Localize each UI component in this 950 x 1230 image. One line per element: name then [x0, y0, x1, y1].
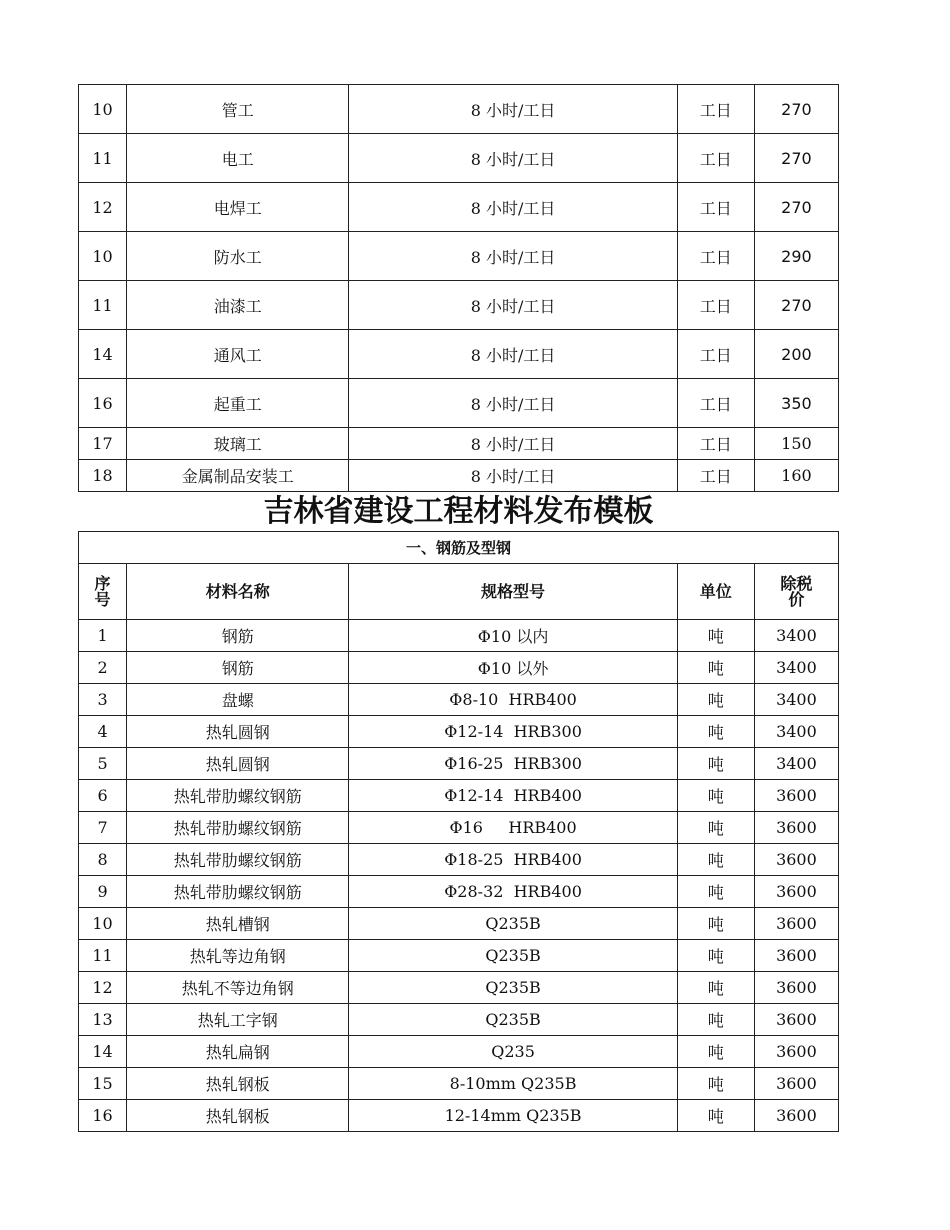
- price: 3600: [754, 1068, 838, 1100]
- unit: 吨: [677, 940, 754, 972]
- material-name: 钢筋: [127, 620, 349, 652]
- page-title: 吉林省建设工程材料发布模板: [263, 494, 654, 529]
- work-type: 玻璃工: [127, 428, 349, 460]
- unit: 工日: [677, 428, 754, 460]
- material-name: 钢筋: [127, 652, 349, 684]
- row-number: 6: [79, 780, 127, 812]
- row-number: 5: [79, 748, 127, 780]
- unit: 吨: [677, 748, 754, 780]
- table-row: [79, 876, 839, 908]
- unit: 工日: [677, 281, 754, 330]
- header-unit: 单位: [677, 564, 754, 620]
- spec: 8 小时/工日: [349, 183, 677, 232]
- price: 3600: [754, 940, 838, 972]
- work-type: 电焊工: [127, 183, 349, 232]
- row-number: 16: [79, 1100, 127, 1132]
- price: 3600: [754, 1004, 838, 1036]
- row-number: 8: [79, 844, 127, 876]
- table-row: [79, 1004, 839, 1036]
- unit: 工日: [677, 460, 754, 492]
- table-row: [79, 684, 839, 716]
- spec: 8 小时/工日: [349, 232, 677, 281]
- material-name: 热轧带肋螺纹钢筋: [127, 876, 349, 908]
- row-number: 14: [79, 330, 127, 379]
- table-row: [79, 620, 839, 652]
- material-name: 热轧圆钢: [127, 716, 349, 748]
- unit: 吨: [677, 780, 754, 812]
- price: 270: [754, 134, 838, 183]
- work-type: 管工: [127, 85, 349, 134]
- unit: 吨: [677, 1100, 754, 1132]
- row-number: 11: [79, 281, 127, 330]
- work-type: 油漆工: [127, 281, 349, 330]
- header-name: 材料名称: [127, 564, 349, 620]
- table-row: [79, 1036, 839, 1068]
- row-number: 14: [79, 1036, 127, 1068]
- spec: Q235B: [349, 972, 677, 1004]
- table-row: [79, 232, 839, 281]
- table-row: [79, 940, 839, 972]
- row-number: 12: [79, 972, 127, 1004]
- price: 3400: [754, 748, 838, 780]
- table-row: [79, 281, 839, 330]
- table-row: [79, 652, 839, 684]
- material-name: 热轧不等边角钢: [127, 972, 349, 1004]
- spec: 12-14mm Q235B: [349, 1100, 677, 1132]
- spec: 8 小时/工日: [349, 428, 677, 460]
- unit: 吨: [677, 620, 754, 652]
- table-row: [79, 908, 839, 940]
- price: 3600: [754, 1100, 838, 1132]
- table-row: [79, 844, 839, 876]
- price: 3600: [754, 780, 838, 812]
- row-number: 11: [79, 940, 127, 972]
- price: 270: [754, 183, 838, 232]
- price: 200: [754, 330, 838, 379]
- table-row: [79, 428, 839, 460]
- price: 270: [754, 281, 838, 330]
- price: 3400: [754, 716, 838, 748]
- price: 3600: [754, 908, 838, 940]
- table-row: [79, 812, 839, 844]
- table-row: [79, 780, 839, 812]
- material-name: 热轧圆钢: [127, 748, 349, 780]
- spec: Φ12-14 HRB300: [349, 716, 677, 748]
- material-name: 热轧钢板: [127, 1068, 349, 1100]
- unit: 吨: [677, 1004, 754, 1036]
- unit: 吨: [677, 1036, 754, 1068]
- unit: 工日: [677, 85, 754, 134]
- unit: 吨: [677, 684, 754, 716]
- spec: 8 小时/工日: [349, 281, 677, 330]
- unit: 工日: [677, 330, 754, 379]
- table-row: [79, 972, 839, 1004]
- material-name: 热轧带肋螺纹钢筋: [127, 780, 349, 812]
- table-row: [79, 460, 839, 492]
- row-number: 10: [79, 232, 127, 281]
- row-number: 10: [79, 85, 127, 134]
- table-row: [79, 183, 839, 232]
- spec: 8 小时/工日: [349, 134, 677, 183]
- spec: Φ10 以内: [349, 620, 677, 652]
- material-name: 盘螺: [127, 684, 349, 716]
- unit: 工日: [677, 183, 754, 232]
- unit: 工日: [677, 379, 754, 428]
- price: 160: [754, 460, 838, 492]
- material-name: 热轧钢板: [127, 1100, 349, 1132]
- material-name: 热轧工字钢: [127, 1004, 349, 1036]
- unit: 吨: [677, 652, 754, 684]
- spec: 8 小时/工日: [349, 330, 677, 379]
- table-row: [79, 1100, 839, 1132]
- section-title: 一、钢筋及型钢: [79, 532, 839, 564]
- row-number: 7: [79, 812, 127, 844]
- material-name: 热轧扁钢: [127, 1036, 349, 1068]
- price: 3400: [754, 684, 838, 716]
- row-number: 9: [79, 876, 127, 908]
- header-no: 序号: [79, 564, 127, 620]
- row-number: 17: [79, 428, 127, 460]
- price: 3600: [754, 844, 838, 876]
- unit: 工日: [677, 232, 754, 281]
- spec: 8 小时/工日: [349, 379, 677, 428]
- row-number: 4: [79, 716, 127, 748]
- price: 3400: [754, 652, 838, 684]
- work-type: 防水工: [127, 232, 349, 281]
- header-price: 除税价: [754, 564, 838, 620]
- price: 290: [754, 232, 838, 281]
- unit: 吨: [677, 1068, 754, 1100]
- spec: Φ12-14 HRB400: [349, 780, 677, 812]
- section-row: [79, 532, 839, 564]
- spec: 8 小时/工日: [349, 460, 677, 492]
- material-name: 热轧带肋螺纹钢筋: [127, 812, 349, 844]
- row-number: 15: [79, 1068, 127, 1100]
- work-type: 起重工: [127, 379, 349, 428]
- table-row: [79, 85, 839, 134]
- spec: Φ18-25 HRB400: [349, 844, 677, 876]
- work-type: 金属制品安装工: [127, 460, 349, 492]
- labor-price-table: [78, 84, 839, 492]
- price: 270: [754, 85, 838, 134]
- table-row: [79, 1068, 839, 1100]
- unit: 吨: [677, 972, 754, 1004]
- row-number: 12: [79, 183, 127, 232]
- unit: 吨: [677, 908, 754, 940]
- row-number: 16: [79, 379, 127, 428]
- price: 150: [754, 428, 838, 460]
- unit: 工日: [677, 134, 754, 183]
- unit: 吨: [677, 716, 754, 748]
- price: 3600: [754, 1036, 838, 1068]
- row-number: 18: [79, 460, 127, 492]
- price: 3400: [754, 620, 838, 652]
- table-row: [79, 330, 839, 379]
- spec: Φ10 以外: [349, 652, 677, 684]
- spec: Φ8-10 HRB400: [349, 684, 677, 716]
- row-number: 11: [79, 134, 127, 183]
- materials-price-table: [78, 531, 839, 1132]
- price: 3600: [754, 876, 838, 908]
- spec: Φ16 HRB400: [349, 812, 677, 844]
- row-number: 13: [79, 1004, 127, 1036]
- unit: 吨: [677, 876, 754, 908]
- price: 3600: [754, 972, 838, 1004]
- material-name: 热轧带肋螺纹钢筋: [127, 844, 349, 876]
- spec: 8-10mm Q235B: [349, 1068, 677, 1100]
- spec: Φ28-32 HRB400: [349, 876, 677, 908]
- row-number: 2: [79, 652, 127, 684]
- material-name: 热轧槽钢: [127, 908, 349, 940]
- header-spec: 规格型号: [349, 564, 677, 620]
- work-type: 通风工: [127, 330, 349, 379]
- row-number: 3: [79, 684, 127, 716]
- spec: Q235: [349, 1036, 677, 1068]
- spec: Q235B: [349, 940, 677, 972]
- spec: Q235B: [349, 908, 677, 940]
- price: 350: [754, 379, 838, 428]
- row-number: 1: [79, 620, 127, 652]
- spec: 8 小时/工日: [349, 85, 677, 134]
- table-row: [79, 379, 839, 428]
- work-type: 电工: [127, 134, 349, 183]
- unit: 吨: [677, 812, 754, 844]
- table-row: [79, 716, 839, 748]
- spec: Q235B: [349, 1004, 677, 1036]
- row-number: 10: [79, 908, 127, 940]
- price: 3600: [754, 812, 838, 844]
- header-row: [79, 564, 839, 620]
- table-row: [79, 748, 839, 780]
- material-name: 热轧等边角钢: [127, 940, 349, 972]
- unit: 吨: [677, 844, 754, 876]
- spec: Φ16-25 HRB300: [349, 748, 677, 780]
- table-row: [79, 134, 839, 183]
